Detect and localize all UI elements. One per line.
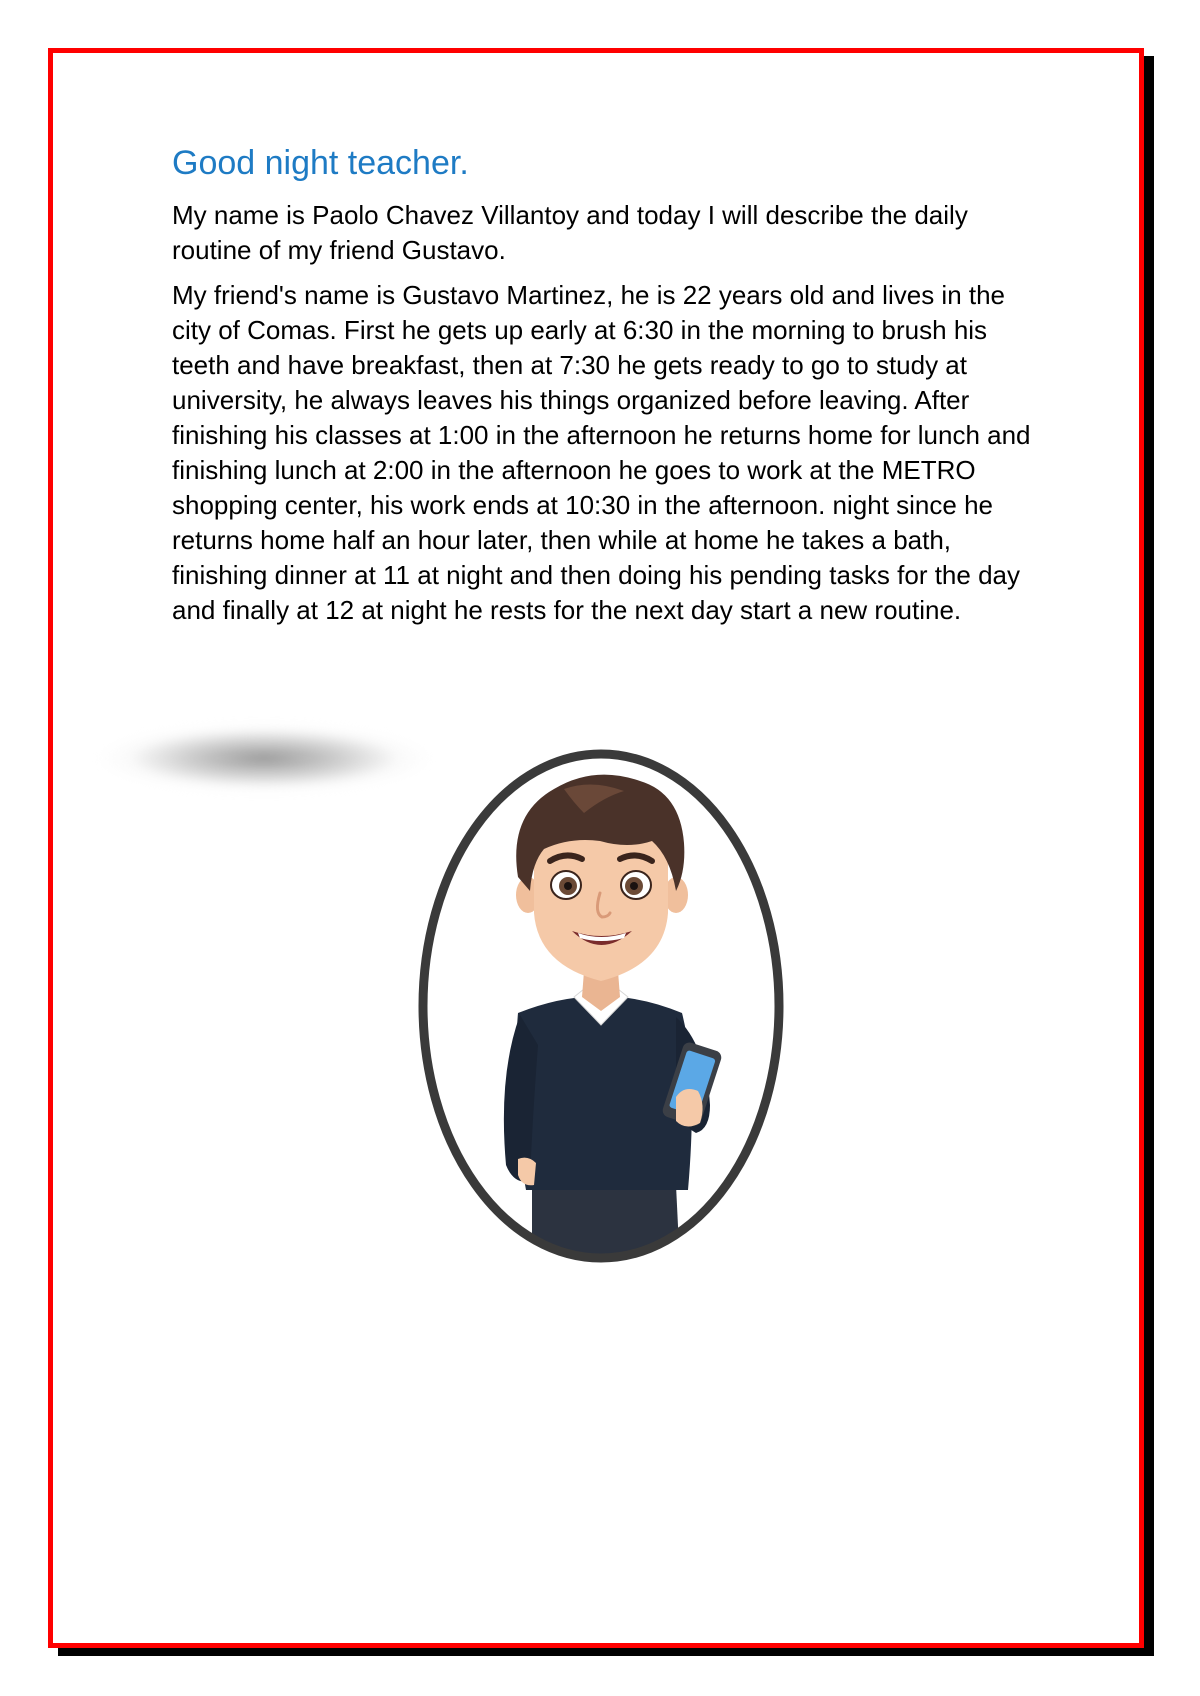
right-hand: [676, 1089, 703, 1127]
greeting-heading: Good night teacher.: [172, 144, 469, 182]
sweater: [515, 997, 692, 1190]
portrait-illustration: [414, 745, 788, 1267]
intro-paragraph: My name is Paolo Chavez Villantoy and today I will describe the daily routine of my friend Gustavo.: [172, 199, 968, 265]
blurred-smudge: [72, 700, 472, 812]
document-content: [172, 143, 1042, 638]
right-pupil: [630, 882, 638, 890]
left-pupil: [564, 882, 572, 890]
cartoon-man-svg: [414, 745, 788, 1267]
routine-paragraph: My friend's name is Gustavo Martinez, he is 22 years old and lives in the city of Comas. First he gets up early at 6:30 in the morning to brush his teeth and have breakfast, then at 7:30 he gets ready to go to study at university, he always leaves his things organized before leaving. After finishing his classes at 1:00 in the afternoon he returns home for lunch and finishing lunch at 2:00 in the afternoon he goes to work at the METRO shopping center, his work ends at 10:30 in the afternoon. night since he returns home half an hour later, then while at home he takes a bath, finishing dinner at 11 at night and then doing his pending tasks for the day and finally at 12 at night he rests for the next day start a new routine.: [172, 279, 1031, 625]
